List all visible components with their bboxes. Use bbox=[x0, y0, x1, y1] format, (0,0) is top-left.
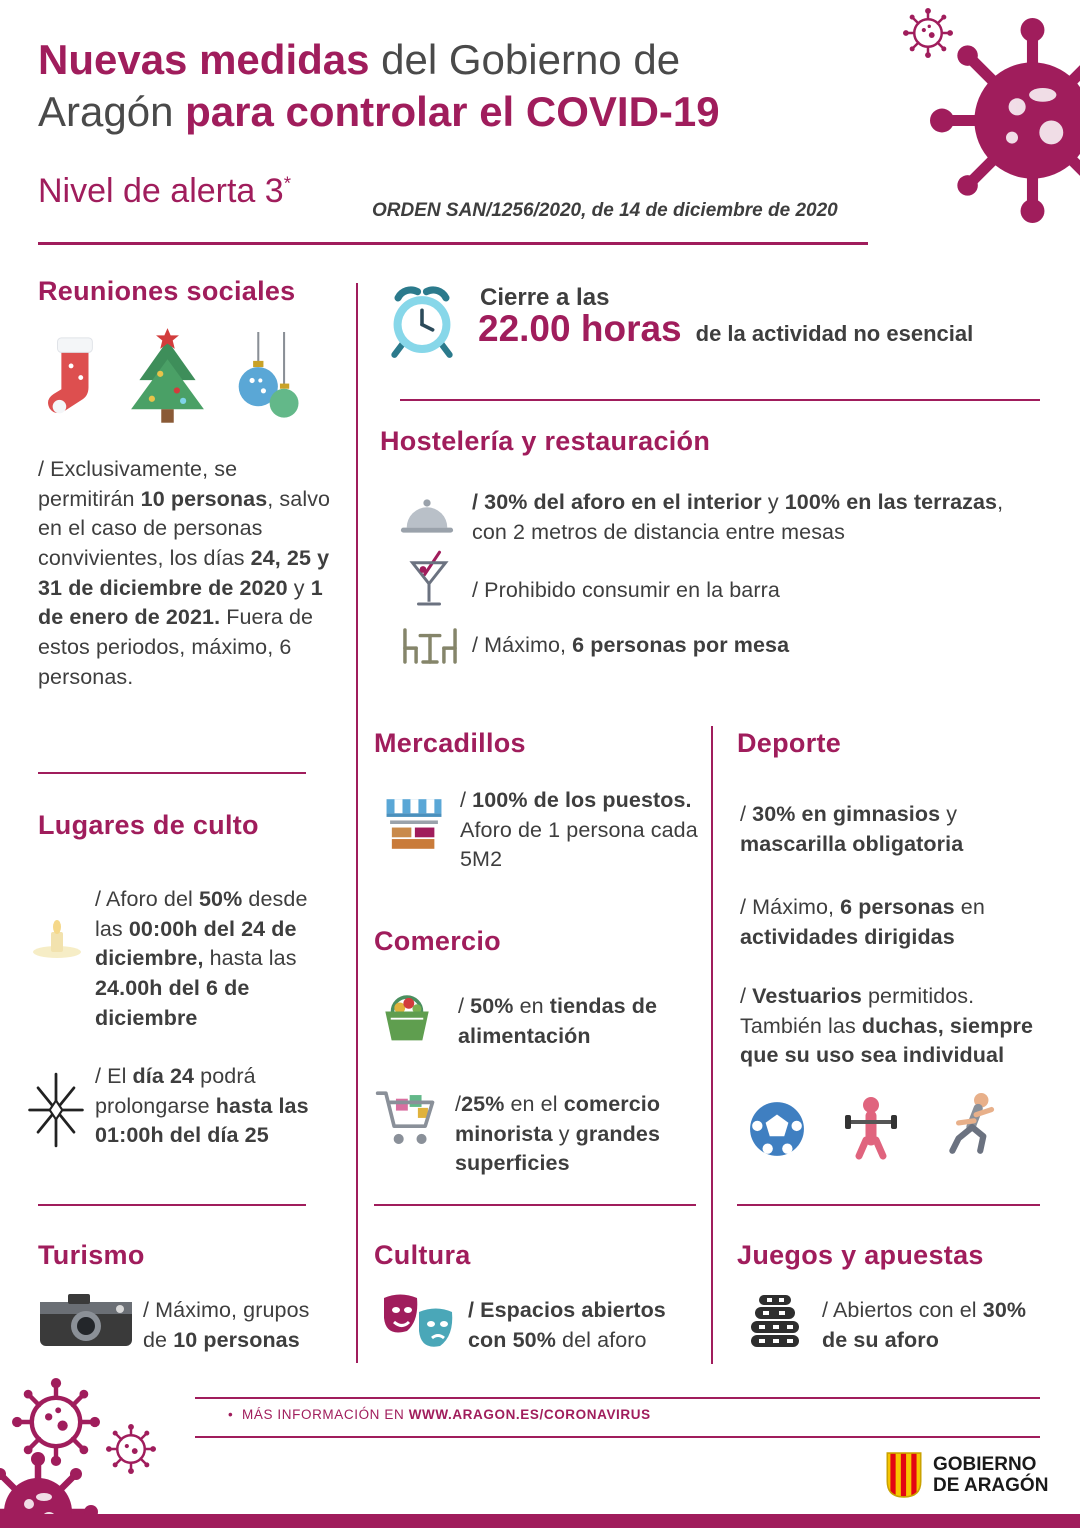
juegos-item-1: / Abiertos con el 30% de su aforo bbox=[822, 1298, 1027, 1352]
deporte-item-3: / Vestuarios permitidos. También las duchas, siempre que su uso sea individual bbox=[740, 984, 1034, 1068]
turismo-item-1: / Máximo, grupos de 10 personas bbox=[143, 1298, 310, 1352]
alarm-clock-icon bbox=[382, 280, 462, 362]
shopping-cart-icon bbox=[374, 1082, 438, 1152]
aragon-logo-line-1: GOBIERNO bbox=[933, 1454, 1037, 1475]
alert-level-text: Nivel de alerta 3 bbox=[38, 172, 284, 210]
footer-info-text: MÁS INFORMACIÓN EN bbox=[242, 1407, 409, 1422]
virus-icon bbox=[930, 18, 1080, 223]
aragon-logo bbox=[885, 1452, 1048, 1498]
sparkle-star-icon bbox=[24, 1072, 88, 1148]
footer-bullet: • bbox=[228, 1407, 234, 1422]
section-reuniones-title: Reuniones sociales bbox=[38, 276, 296, 306]
weightlifter-icon bbox=[840, 1094, 902, 1160]
section-culto-title: Lugares de culto bbox=[38, 810, 259, 840]
section-hosteleria-title: Hostelería y restauración bbox=[380, 426, 711, 456]
title-regular-1: del Gobierno de bbox=[369, 36, 681, 83]
closing-suffix: de la actividad no esencial bbox=[695, 321, 974, 346]
alert-level bbox=[38, 172, 291, 211]
section-juegos-title: Juegos y apuestas bbox=[737, 1240, 984, 1270]
section-deporte-title: Deporte bbox=[737, 728, 842, 758]
left-divider-2 bbox=[38, 1204, 306, 1206]
cocktail-icon bbox=[408, 548, 450, 612]
coronavirus-url-link[interactable]: WWW.ARAGON.ES/CORONAVIRUS bbox=[408, 1407, 651, 1422]
comercio-item-1: / 50% en tiendas de alimentación bbox=[458, 994, 658, 1048]
aragon-logo-text bbox=[933, 1454, 1048, 1496]
alert-asterisk: * bbox=[283, 172, 291, 194]
header-divider bbox=[38, 242, 868, 245]
candle-icon bbox=[28, 918, 86, 960]
poker-chips-icon bbox=[745, 1292, 805, 1352]
title-highlight-2: para controlar el COVID-19 bbox=[185, 88, 720, 135]
deporte-item-1: / 30% en gimnasios y mascarilla obligatoria bbox=[740, 802, 964, 856]
christmas-tree-icon bbox=[120, 326, 215, 430]
title-line-1 bbox=[38, 34, 720, 86]
footer-info bbox=[228, 1407, 651, 1422]
cloche-icon bbox=[398, 492, 456, 540]
section-turismo-title: Turismo bbox=[38, 1240, 145, 1270]
section-comercio-title: Comercio bbox=[374, 926, 501, 956]
title-line-2 bbox=[38, 86, 720, 138]
ornaments-icon bbox=[228, 332, 303, 430]
hosteleria-item-3: / Máximo, 6 personas por mesa bbox=[472, 633, 790, 657]
footer-divider-bottom bbox=[195, 1436, 1040, 1438]
bottom-bar bbox=[0, 1514, 1080, 1528]
virus-outline-icon bbox=[106, 1424, 156, 1474]
camera-icon bbox=[38, 1288, 134, 1350]
grocery-basket-icon bbox=[378, 988, 436, 1044]
aragon-shield-icon bbox=[885, 1452, 923, 1498]
page-title bbox=[38, 34, 720, 138]
order-reference: ORDEN SAN/1256/2020, de 14 de diciembre de 2020 bbox=[372, 200, 838, 221]
section-mercadillos-title: Mercadillos bbox=[374, 728, 526, 758]
culto-item-2: / El día 24 podrá prolongarse hasta las 01:00h del día 25 bbox=[95, 1064, 309, 1148]
right-divider bbox=[737, 1204, 1040, 1206]
closing-time: 22.00 horas bbox=[478, 308, 682, 349]
section-cultura-title: Cultura bbox=[374, 1240, 471, 1270]
closing-intro: Cierre a las bbox=[480, 284, 610, 311]
hosteleria-item-1: / 30% del aforo en el interior y 100% en las terrazas, con 2 metros de distancia entre mesas bbox=[472, 490, 1004, 544]
culto-item-1: / Aforo del 50% desde las 00:00h del 24 de diciembre, hasta las 24.00h del 6 de diciembre bbox=[95, 887, 308, 1030]
aragon-logo-line-2: DE ARAGÓN bbox=[933, 1475, 1049, 1496]
column-divider-left bbox=[356, 283, 358, 1363]
closing-divider bbox=[400, 399, 1040, 401]
hosteleria-item-2: / Prohibido consumir en la barra bbox=[472, 578, 780, 602]
deporte-item-2: / Máximo, 6 personas en actividades dirigidas bbox=[740, 895, 985, 949]
cultura-item-1: / Espacios abiertos con 50% del aforo bbox=[468, 1298, 666, 1352]
mercadillos-item-1: / 100% de los puestos. Aforo de 1 persona cada 5M2 bbox=[460, 788, 698, 872]
middle-divider bbox=[374, 1204, 696, 1206]
stocking-icon bbox=[42, 332, 104, 427]
soccer-ball-icon bbox=[748, 1100, 806, 1158]
market-stall-icon bbox=[383, 795, 445, 853]
theater-masks-icon bbox=[378, 1292, 458, 1356]
table-chairs-icon bbox=[398, 624, 462, 668]
comercio-item-2: /25% en el comercio minorista y grandes superficies bbox=[455, 1092, 661, 1176]
title-highlight-1: Nuevas medidas bbox=[38, 36, 370, 83]
title-regular-2: Aragón bbox=[38, 88, 186, 135]
reuniones-body: / Exclusivamente, se permitirán 10 personas, salvo en el caso de personas convivientes, los días 24, 25 y 31 de diciembre de 2020 y 1 de enero de 2021. Fuera de estos periodos, máximo, 6 personas. bbox=[38, 457, 331, 689]
runner-icon bbox=[944, 1092, 1002, 1160]
left-divider-1 bbox=[38, 772, 306, 774]
column-divider-right bbox=[711, 726, 713, 1364]
closing-time-line bbox=[478, 308, 973, 350]
footer-divider-top bbox=[195, 1397, 1040, 1399]
